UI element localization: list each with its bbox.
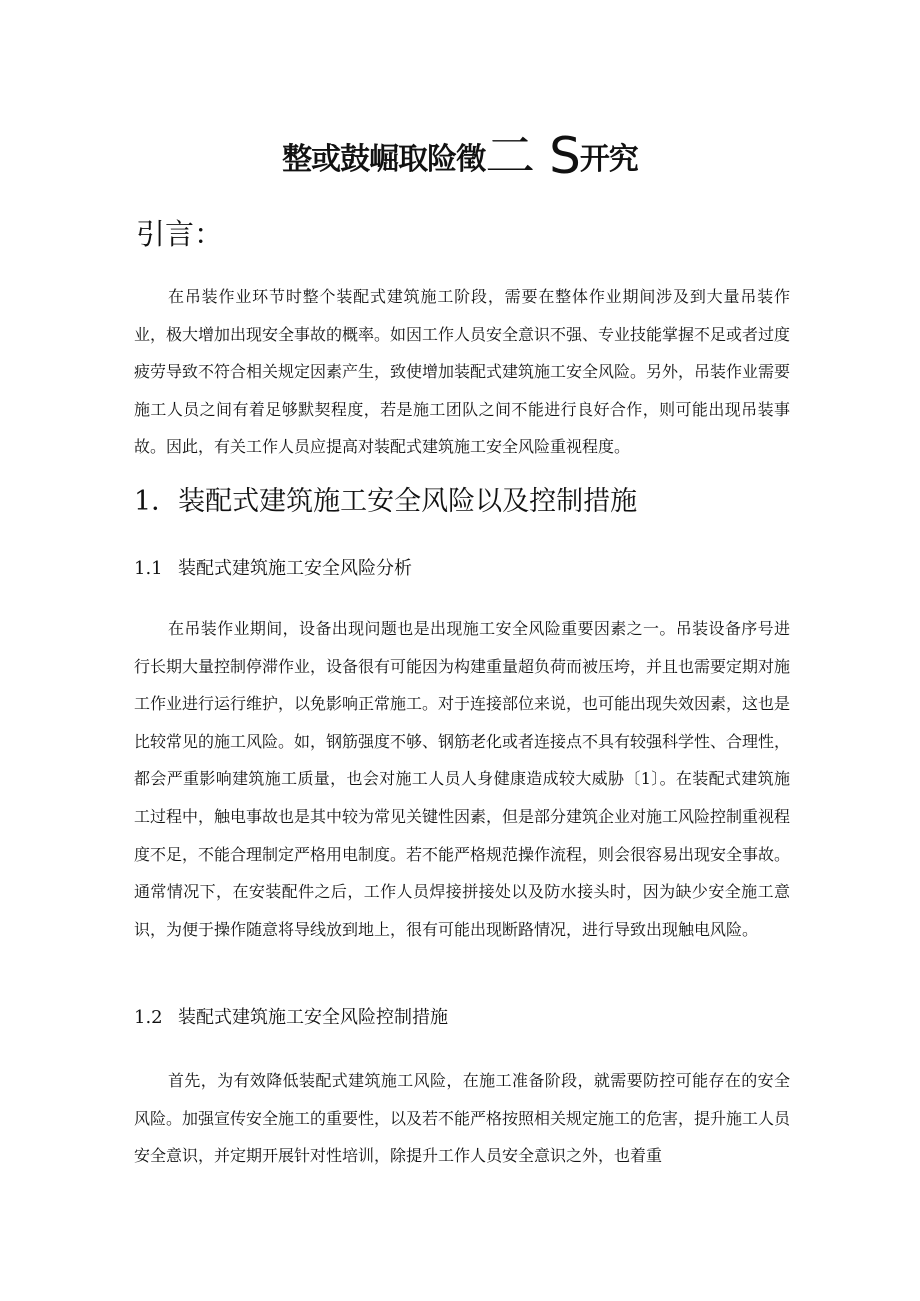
subsection-1-2-number: 1.2 [134,1007,163,1028]
title-part-3: 开究 [579,142,638,177]
subsection-1-1-title: 装配式建筑施工安全风险分析 [178,558,412,579]
document-title [0,128,920,188]
subsection-1-1-paragraph: 在吊装作业期间，设备出现问题也是出现施工安全风险重要因素之一。吊装设备序号进行长期大量控制停滞作业，设备很有可能因为构建重量超负荷而被压垮，并且也需要定期对施工作业进行运行维护，以免影响正常施工。对于连接部位来说，也可能出现失效因素，这也是比较常见的施工风险。如，钢筋强度不够、钢筋老化或者连接点不具有较强科学性、合理性，都会严重影响建筑施工质量，也会对施工人员人身健康造成较大威胁〔1〕。在装配式建筑施工过程中，触电事故也是其中较为常见关键性因素，但是部分建筑企业对施工风险控制重视程度不足，不能合理制定严格用电制度。若不能严格规范操作流程，则会很容易出现安全事故。通常情况下，在安装配件之后，工作人员焊接拼接处以及防水接头时，因为缺少安全施工意识，为便于操作随意将导线放到地上，很有可能出现断路情况，进行导致出现触电风险。 [134,619,791,939]
subsection-1-1-heading [134,554,412,584]
section-1-heading: 1．装配式建筑施工安全风险以及控制措施 [134,486,638,517]
subsection-1-1-number: 1.1 [134,558,163,579]
intro-heading: 引言： [136,217,224,251]
subsection-1-2-heading [134,1003,448,1033]
title-part-1: 整或鼓崛取险徵 [282,142,486,177]
title-part-2: 二 S [485,127,580,185]
subsection-1-2-title: 装配式建筑施工安全风险控制措施 [178,1007,448,1028]
subsection-1-2-paragraph: 首先，为有效降低装配式建筑施工风险，在施工准备阶段，就需要防控可能存在的安全风险。加强宣传安全施工的重要性，以及若不能严格按照相关规定施工的危害，提升施工人员安全意识，并定期开展针对性培训，除提升工作人员安全意识之外，也着重 [134,1071,791,1166]
intro-paragraph: 在吊装作业环节时整个装配式建筑施工阶段，需要在整体作业期间涉及到大量吊装作业，极大增加出现安全事故的概率。如因工作人员安全意识不强、专业技能掌握不足或者过度疲劳导致不符合相关规定因素产生，致使增加装配式建筑施工安全风险。另外，吊装作业需要施工人员之间有着足够默契程度，若是施工团队之间不能进行良好合作，则可能出现吊装事故。因此，有关工作人员应提高对装配式建筑施工安全风险重视程度。 [134,287,791,457]
